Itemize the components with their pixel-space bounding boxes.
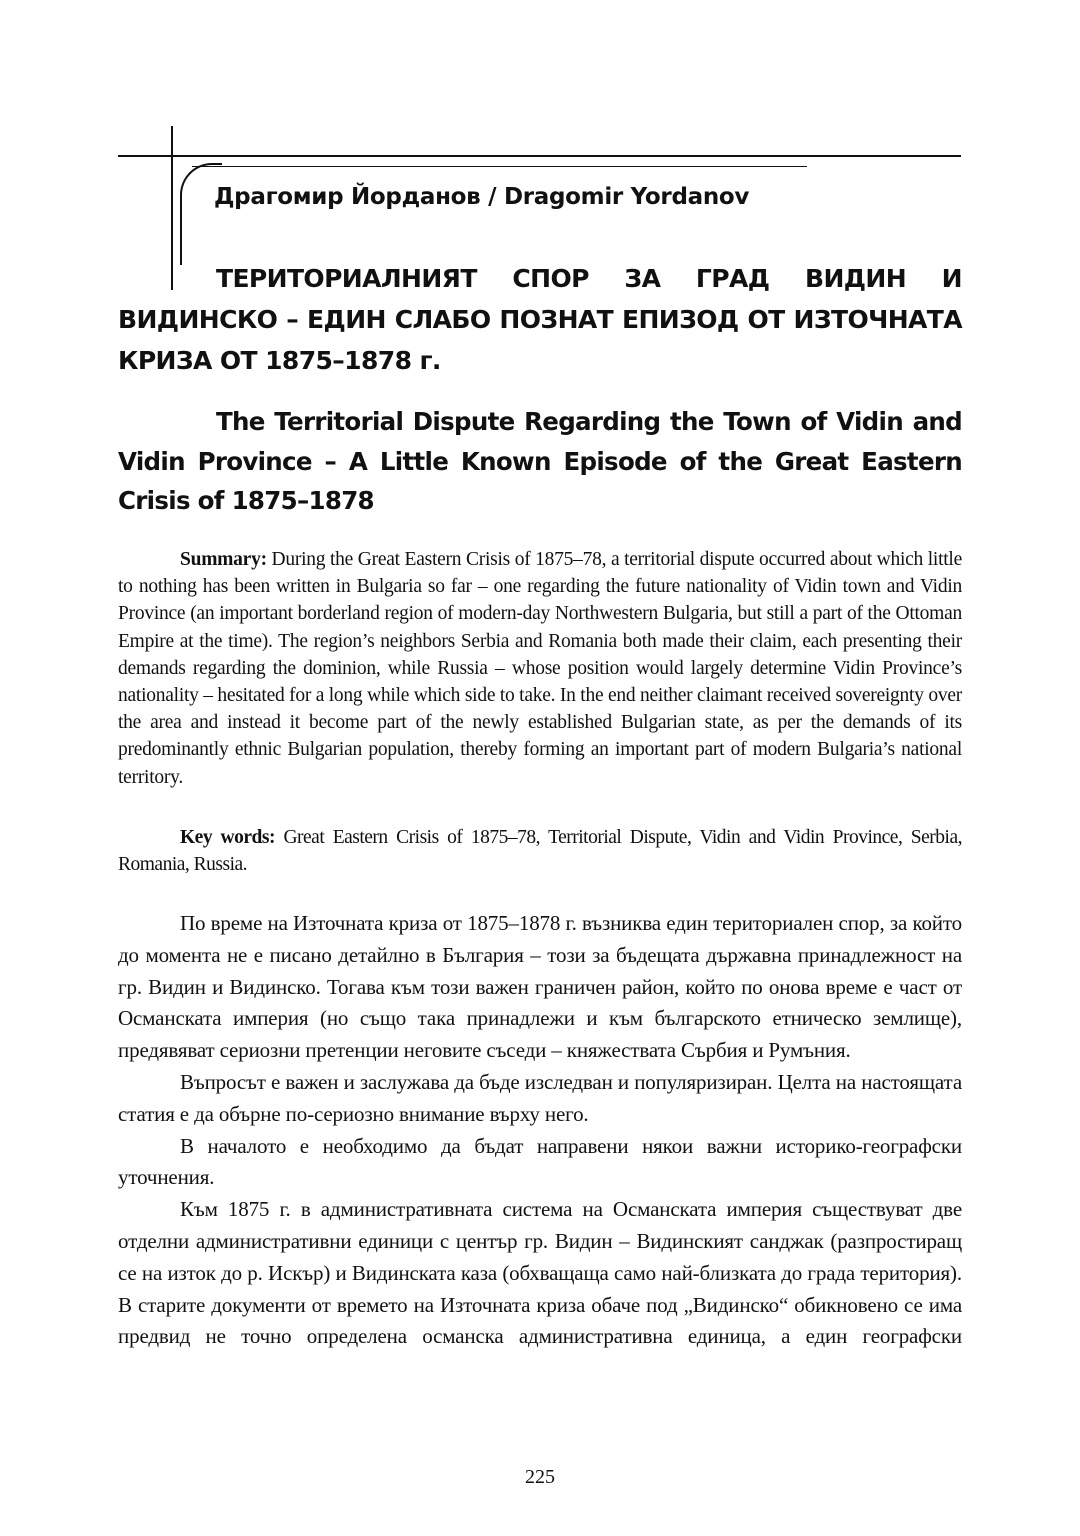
keywords-text: Great Eastern Crisis of 1875–78, Territorial Dispute, Vidin and Vidin Province, Serbia, Romania, Russia.	[118, 827, 962, 876]
body-paragraph: В началото е необходимо да бъдат направени някои важни историко-географски уточнения.	[118, 1133, 962, 1190]
header-rule-inner	[192, 166, 807, 167]
body-paragraph: По време на Източната криза от 1875–1878 г. възниква един териториален спор, за който до момента не е писано детайлно в България – този за бъдещата държавна принадлежност на гр. Видин и Видинско. Тогава към този важен граничен район, който по онова време е част от Османската империя (но също така принадлежи и към българското етническо землище), предявяват сериозни претенции неговите съседи – княжествата Сърбия и Румъния.	[118, 911, 962, 1063]
summary-label: Summary:	[180, 549, 267, 570]
summary-text: During the Great Eastern Crisis of 1875–78, a territorial dispute occurred about which little to nothing has been written in Bulgaria so far – one regarding the future nationality of Vidin town and Vidin Province (an important borderland region of modern-day Northwestern Bulgaria, but still a part of the Ottoman Empire at the time). The region’s neighbors Serbia and Romania both made their claim, each presenting their demands regarding the dominion, while Russia – whose position would largely determine Vidin Province’s nationality – hesitated for a long while which side to take. In the end neither claimant received sovereignty over the area and instead it become part of the newly established Bulgarian state, as per the demands of its predominantly ethnic Bulgarian population, thereby forming an important part of modern Bulgaria’s national territory.	[118, 549, 963, 788]
body-paragraph: Към 1875 г. в административната система на Османската империя съществуват две отделни административни единици с център гр. Видин – Видинският санджак (разпростиращ се на изток до р. Искър) и Видинската каза (обхващаща само най-близката до града територия). В старите документи от времето на Източната криза обаче под „Видинско“ обикновено се има предвид не точно определена османска административна единица, а един географски	[118, 1197, 962, 1349]
page-number: 225	[525, 1466, 555, 1488]
body-text	[118, 908, 962, 1353]
title-english: The Territorial Dispute Regarding the Town of Vidin and Vidin Province – A Little Known Episode of the Great Eastern Crisis of 1875–1878	[118, 407, 962, 515]
header-ornament-curve	[180, 163, 222, 265]
keywords-paragraph	[118, 824, 962, 878]
title-bulgarian: ТЕРИТОРИАЛНИЯТ СПОР ЗА ГРАД ВИДИН И ВИДИНСКО – ЕДИН СЛАБО ПОЗНАТ ЕПИЗОД ОТ ИЗТОЧНАТА КРИЗА ОТ 1875–1878 г.	[118, 264, 962, 375]
body-paragraph: Въпросът е важен и заслужава да бъде изследван и популяризиран. Целта на настоящата статия е да обърне по-сериозно внимание върху него.	[118, 1069, 962, 1126]
header-rule-top	[118, 155, 961, 157]
keywords-label: Key words:	[180, 827, 275, 848]
author-name: Драгомир Йорданов / Dragomir Yordanov	[214, 184, 750, 210]
summary-paragraph	[118, 546, 962, 791]
